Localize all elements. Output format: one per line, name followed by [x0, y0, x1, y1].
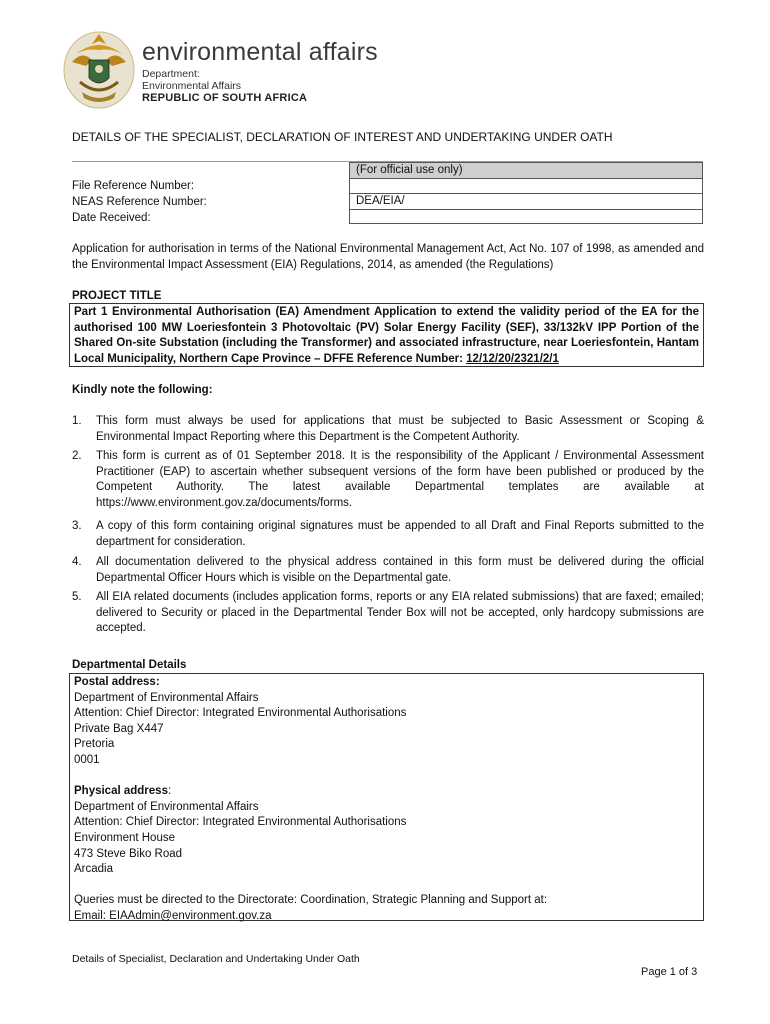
physical-address-heading-row: [74, 784, 699, 800]
list-item-number: 5.: [72, 591, 82, 603]
departmental-details-box: [69, 673, 704, 921]
list-item-number: 2.: [72, 450, 82, 462]
list-item-number: 4.: [72, 556, 82, 568]
brand-department-label: Department:: [142, 68, 200, 80]
list-item-number: 1.: [72, 415, 82, 427]
neas-reference-value[interactable]: DEA/EIA/: [350, 194, 702, 210]
physical-address-line: Attention: Chief Director: Integrated Environmental Authorisations: [74, 816, 407, 829]
official-use-heading: (For official use only): [350, 163, 702, 179]
queries-text: Queries must be directed to the Directorate: Coordination, Strategic Planning and Support at:: [74, 894, 548, 907]
postal-address-line: Private Bag X447: [74, 722, 164, 735]
list-item-number: 3.: [72, 520, 82, 532]
application-statement: Application for authorisation in terms of the National Environmental Management Act, Act No. 107 of 1998, as amended and the Environmental Impact Assessment (EIA) Regulations, 2014, as amended (the Regulations): [72, 243, 704, 271]
postal-address-line: Pretoria: [74, 738, 115, 751]
date-received-value[interactable]: [350, 210, 702, 226]
email-contact[interactable]: Email: EIAAdmin@environment.gov.za: [74, 909, 272, 922]
list-item-text: This form must always be used for applications that must be subjected to Basic Assessment or Scoping & Environmental Impact Reporting where this Department is the Competent Authority.: [96, 415, 704, 443]
kindly-note-heading: Kindly note the following:: [72, 384, 213, 396]
departmental-details-heading: Departmental Details: [72, 659, 187, 671]
physical-address-line: Environment House: [74, 831, 175, 844]
list-item: [72, 449, 704, 511]
physical-address-line: Department of Environmental Affairs: [74, 800, 259, 813]
file-reference-value[interactable]: [350, 179, 702, 195]
postal-address-line: 0001: [74, 753, 100, 766]
physical-address-colon: :: [167, 785, 172, 798]
brand-title: environmental affairs: [142, 38, 378, 66]
list-item: [72, 414, 704, 445]
project-title-box: [69, 303, 704, 367]
document-title: DETAILS OF THE SPECIALIST, DECLARATION OF INTEREST AND UNDERTAKING UNDER OATH: [72, 130, 613, 144]
postal-address-line: Attention: Chief Director: Integrated Environmental Authorisations: [74, 707, 407, 720]
official-use-box: [349, 162, 703, 224]
list-item-text: All documentation delivered to the physical address contained in this form must be delivered during the official Departmental Officer Hours which is visible on the Departmental gate.: [96, 556, 704, 584]
physical-address-line: 473 Steve Biko Road: [74, 847, 183, 860]
brand-department-name: Environmental Affairs: [142, 80, 242, 92]
list-item: [72, 519, 704, 550]
list-item-text: All EIA related documents (includes application forms, reports or any EIA related submissions) that are faxed; emailed; delivered to Security or placed in the Departmental Tender Box will not be accepted, only hardcopy submissions are accepted.: [96, 591, 704, 635]
list-item-text: A copy of this form containing original signatures must be appended to all Draft and Final Reports submitted to the department for consideration.: [96, 520, 704, 548]
physical-address-line: Arcadia: [74, 863, 113, 876]
list-item: [72, 590, 704, 637]
project-title-label: PROJECT TITLE: [72, 290, 162, 302]
brand-country: REPUBLIC OF SOUTH AFRICA: [142, 92, 308, 104]
postal-address-heading: Postal address:: [74, 676, 160, 688]
dffe-reference-number: 12/12/20/2321/2/1: [466, 352, 559, 365]
date-received-label: Date Received:: [72, 212, 151, 224]
postal-address-line: Department of Environmental Affairs: [74, 691, 259, 704]
list-item-text: This form is current as of 01 September 2018. It is the responsibility of the Applicant / Environmental Assessment Practitioner (EAP) to ascertain whether subsequent versions of the form have been published or produced by the Competent Authority. The latest available Departmental templates are available at https://www.environment.gov.za/documents/forms.: [96, 450, 704, 509]
footer-document-name: Details of Specialist, Declaration and Undertaking Under Oath: [72, 953, 360, 965]
project-title-text: Part 1 Environmental Authorisation (EA) Amendment Application to extend the validity period of the EA for the authorised 100 MW Loeriesfontein 3 Photovoltaic (PV) Solar Energy Facility (SEF), 33/132kV IPP Portion of the Shared On-site Substation (including the Transformer) and associated infrastructure, near Loeriesfontein, Hantam Local Municipality, Northern Cape Province – DFFE Reference Number:: [74, 306, 699, 365]
physical-address-heading: Physical address: [74, 785, 168, 798]
neas-reference-label: NEAS Reference Number:: [72, 196, 207, 208]
page-number: Page 1 of 3: [641, 966, 698, 978]
coat-of-arms-icon: [60, 26, 138, 110]
list-item: [72, 555, 704, 586]
file-reference-label: File Reference Number:: [72, 180, 195, 192]
